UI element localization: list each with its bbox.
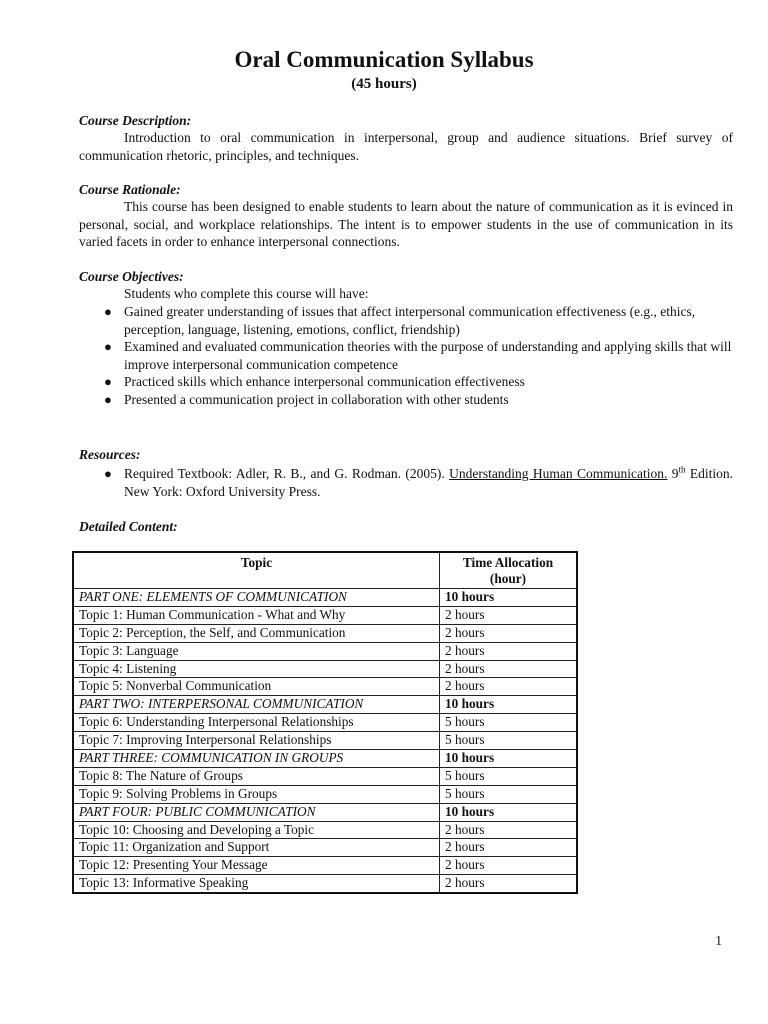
topic-cell: Topic 6: Understanding Interpersonal Relationships [73,714,440,732]
description-heading: Course Description: [79,113,192,128]
table-row [73,624,577,642]
topic-cell: Topic 9: Solving Problems in Groups [73,785,440,803]
page-title: Oral Communication Syllabus [234,47,534,72]
content-heading: Detailed Content: [79,519,178,534]
column-header-topic: Topic [73,552,440,589]
time-cell: 5 hours [440,767,578,785]
bullet-icon: ● [104,391,112,407]
time-cell: 5 hours [440,732,578,750]
resource-suffix: Edition. New York: Oxford University Press. [124,466,733,499]
table-row [73,767,577,785]
table-row [73,732,577,750]
topic-cell: Topic 2: Perception, the Self, and Communication [73,624,440,642]
time-cell: 2 hours [440,875,578,893]
table-part-row [73,589,577,607]
table-row [73,857,577,875]
table-row [73,821,577,839]
topic-cell: Topic 8: The Nature of Groups [73,767,440,785]
list-item [79,465,733,500]
time-cell: 2 hours [440,678,578,696]
list-item [79,338,733,373]
topic-cell: Topic 7: Improving Interpersonal Relationships [73,732,440,750]
table-row [73,839,577,857]
list-item [79,391,733,409]
time-cell: 2 hours [440,857,578,875]
topic-cell: Topic 1: Human Communication - What and Why [73,606,440,624]
bullet-icon: ● [104,374,112,389]
edition-number: 9 [671,466,679,481]
bullet-icon: ● [104,304,112,319]
topic-cell: Topic 11: Organization and Support [73,839,440,857]
table-row [73,678,577,696]
objective-text: Practiced skills which enhance interpersonal communication effectiveness [124,374,525,389]
table-row [73,785,577,803]
table-part-row [73,750,577,768]
topic-cell: PART THREE: COMMUNICATION IN GROUPS [73,750,440,768]
time-cell: 2 hours [440,821,578,839]
edition-suffix: th [678,464,686,475]
time-cell: 5 hours [440,785,578,803]
content-table [72,551,578,894]
resources-heading: Resources: [79,447,141,462]
content-table-body [73,589,577,894]
resource-prefix: Required Textbook: Adler, R. B., and G. Rodman. (2005). [124,466,445,481]
topic-cell: Topic 13: Informative Speaking [73,875,440,893]
table-header-row [73,552,577,589]
time-cell: 2 hours [440,624,578,642]
rationale-text: This course has been designed to enable students to learn about the nature of communication as it is evinced in personal, social, and workplace relationships. The intent is to empower students in the use of communication in its varied facets in order to enhance interpersonal connections. [79,199,733,249]
column-header-time: Time Allocation (hour) [440,552,578,589]
time-cell: 5 hours [440,714,578,732]
topic-cell: PART TWO: INTERPERSONAL COMMUNICATION [73,696,440,714]
time-cell: 2 hours [440,642,578,660]
table-row [73,606,577,624]
table-row [73,660,577,678]
table-part-row [73,803,577,821]
objectives-list [79,303,733,408]
objectives-intro: Students who complete this course will have: [124,286,369,301]
topic-cell: Topic 5: Nonverbal Communication [73,678,440,696]
time-cell: 2 hours [440,839,578,857]
list-item [79,373,733,391]
description-text: Introduction to oral communication in interpersonal, group and audience situations. Brief survey of communication rhetoric, principles, and techniques. [79,130,733,163]
objective-text: Gained greater understanding of issues that affect interpersonal communication effectiveness (e.g., ethics, perception, language, listening, emotions, conflict, friendship) [124,304,696,337]
book-title: Understanding Human Communication. [449,466,668,481]
table-row [73,875,577,893]
topic-cell: Topic 10: Choosing and Developing a Topic [73,821,440,839]
rationale-heading: Course Rationale: [79,182,181,197]
table-row [73,642,577,660]
time-cell: 2 hours [440,606,578,624]
table-part-row [73,696,577,714]
topic-cell: Topic 3: Language [73,642,440,660]
time-cell: 10 hours [440,589,578,607]
objective-text: Examined and evaluated communication theories with the purpose of understanding and applying skills that will improve interpersonal communication competence [124,339,732,372]
table-row [73,714,577,732]
topic-cell: Topic 12: Presenting Your Message [73,857,440,875]
topic-cell: PART ONE: ELEMENTS OF COMMUNICATION [73,589,440,607]
time-cell: 10 hours [440,696,578,714]
resources-list [79,465,733,500]
time-cell: 10 hours [440,750,578,768]
topic-cell: PART FOUR: PUBLIC COMMUNICATION [73,803,440,821]
objective-text: Presented a communication project in collaboration with other students [124,391,509,407]
list-item [79,303,733,338]
time-cell: 2 hours [440,660,578,678]
bullet-icon: ● [104,339,112,354]
topic-cell: Topic 4: Listening [73,660,440,678]
page-number: 1 [715,933,722,948]
page-subtitle: (45 hours) [351,76,417,92]
time-cell: 10 hours [440,803,578,821]
objectives-heading: Course Objectives: [79,269,184,284]
bullet-icon: ● [104,466,112,481]
